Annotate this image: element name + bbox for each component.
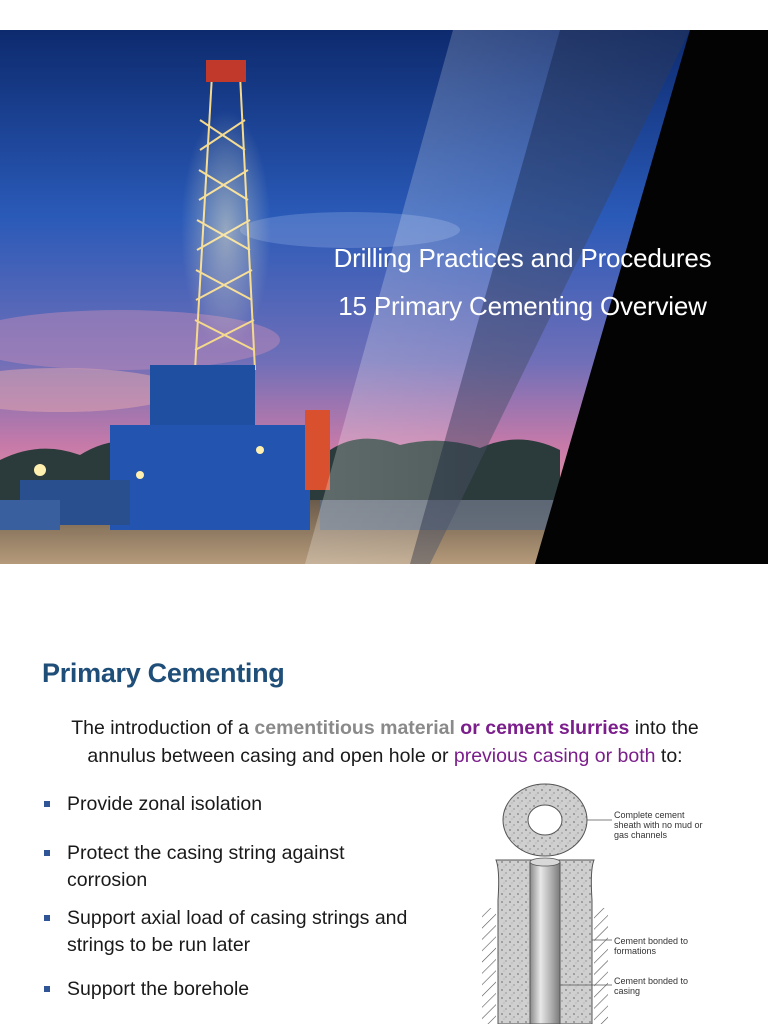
intro-paragraph: [40, 714, 730, 770]
intro-text-3: to:: [655, 745, 683, 767]
intro-highlight-slurries: or cement slurries: [454, 717, 630, 739]
title-slide: [0, 30, 768, 564]
bullet-text: Support axial load of casing strings and strings to be run later: [67, 907, 408, 956]
bullet-text: Protect the casing string against corrosion: [67, 842, 345, 891]
bullet-square-icon: [44, 850, 50, 856]
intro-text-1: The introduction of a: [71, 717, 255, 739]
intro-text-2: into the annulus between casing and open hole or: [87, 717, 699, 767]
title-line-2: 15 Primary Cementing Overview: [338, 291, 707, 321]
intro-highlight-previous-casing: previous casing or both: [453, 745, 656, 767]
bullet-text: Provide zonal isolation: [67, 793, 263, 815]
title-block: [300, 242, 745, 322]
wellbore-cross-section-illustration: [460, 780, 760, 1024]
bullet-list: [42, 790, 422, 1003]
intro-highlight-cementitious: cementitious material: [254, 717, 455, 739]
bullet-square-icon: [44, 801, 50, 807]
callout-casing: Cement bonded to casing: [614, 976, 689, 996]
bullet-item: [42, 840, 422, 894]
slide-heading: Primary Cementing: [42, 658, 285, 688]
callout-formations: Cement bonded to formations: [614, 936, 689, 956]
callout-sheath: Complete cement sheath with no mud or gas channels: [614, 810, 703, 840]
bullet-item: [42, 976, 422, 1003]
bullet-item: [42, 905, 422, 959]
bullet-square-icon: [44, 986, 50, 992]
bullet-text: Support the borehole: [67, 978, 250, 1000]
cement-sheath-diagram: [460, 780, 760, 1029]
bullet-item: [42, 791, 422, 818]
bullet-square-icon: [44, 915, 50, 921]
title-line-1: Drilling Practices and Procedures: [333, 243, 712, 273]
